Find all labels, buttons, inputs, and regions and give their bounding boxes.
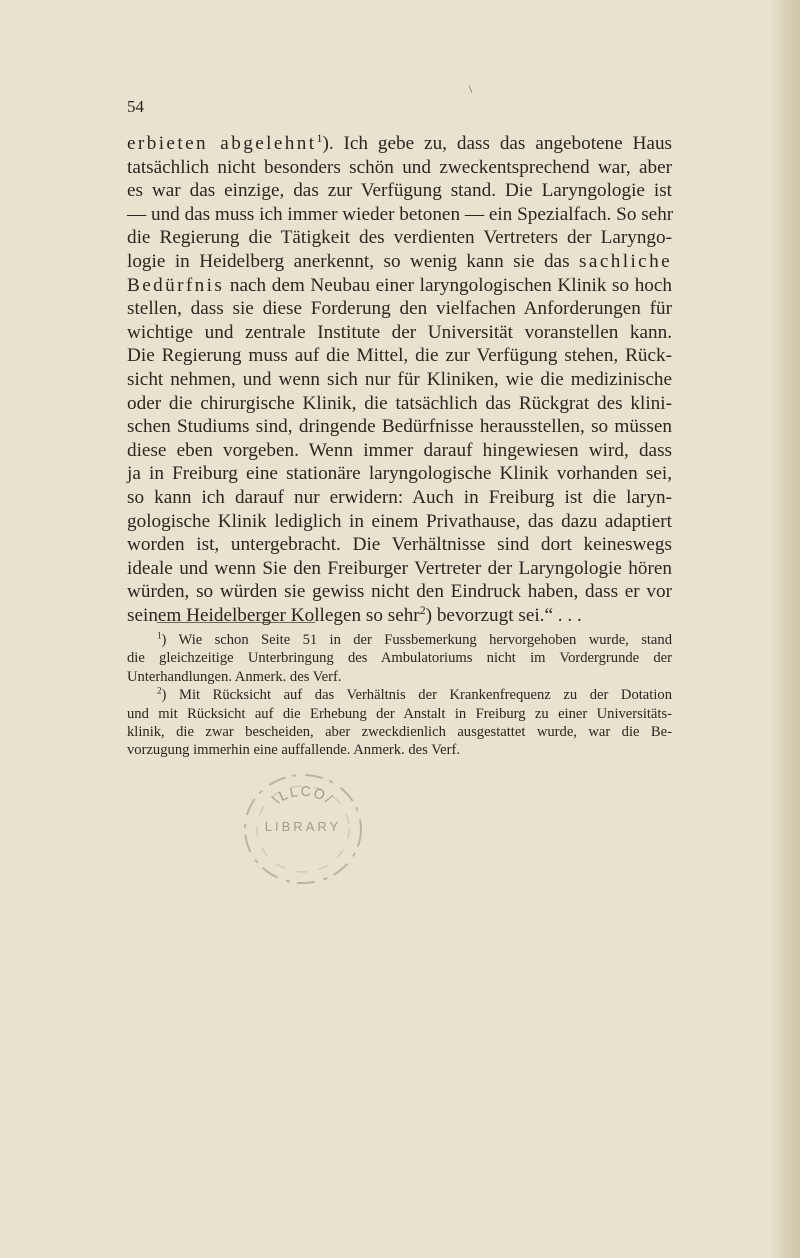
footnote-2: $^2$) Mit Rücksicht auf das Verhältnis der Krankenfrequenz zu der Dotation — [157, 685, 672, 704]
text-line: gologische Klinik lediglich in einem Privathause, das dazu adaptiert — [127, 510, 672, 532]
footnote-line: vorzugung immerhin eine auffallende. Anmerk. des Verf. — [127, 742, 460, 759]
footnote-ref-1: 1 — [316, 130, 323, 145]
text-line: würden, so würden sie gewiss nicht den Eindruck haben, dass er vor — [127, 581, 672, 603]
text-line: so kann ich darauf nur erwidern: Auch in Freiburg ist die laryn- — [127, 486, 672, 508]
footnote-line: klinik, die zwar bescheiden, aber zweckdienlich ausgestattet wurde, war die Be- — [127, 724, 672, 741]
margin-tick-mark: \ — [469, 82, 473, 96]
text-line: tatsächlich nicht besonders schön und zweckentsprechend war, aber — [127, 156, 672, 178]
library-stamp — [239, 770, 367, 888]
text-line: schen Studiums sind, dringende Bedürfnisse herausstellen, so müssen — [127, 416, 672, 438]
text-line: oder die chirurgische Klinik, die tatsächlich das Rückgrat des klini- — [127, 392, 672, 414]
footnote-line: die gleichzeitige Unterbringung des Ambulatoriums nicht im Vordergrunde der — [127, 650, 672, 667]
footnote-1: $^1$) Wie schon Seite 51 in der Fussbemerkung hervorgehoben wurde, stand — [157, 630, 672, 648]
stamp-top-text: \LLCO/ — [269, 782, 337, 808]
stamp-center-text: LIBRARY — [264, 819, 342, 834]
text-line: — und das muss ich immer wieder betonen — ein Spezialfach. So sehr — [127, 203, 674, 225]
footnote-ref-2: 2 — [419, 602, 426, 617]
text-line: ja in Freiburg eine stationäre laryngologische Klinik vorhanden sei, — [127, 463, 672, 485]
text-line: wichtige und zentrale Institute der Universität voranstellen kann. — [127, 321, 672, 343]
text-line: Bedürfnis nach dem Neubau einer laryngologischen Klinik so hoch — [127, 274, 673, 296]
footnote-separator — [157, 622, 315, 623]
page-edge-shadow — [770, 0, 800, 1258]
text-line: stellen, dass sie diese Forderung den vielfachen Anforderungen für — [127, 298, 672, 320]
text-line: die Regierung die Tätigkeit des verdienten Vertreters der Laryngo- — [127, 227, 672, 249]
footnote-line: Unterhandlungen. Anmerk. des Verf. — [127, 668, 342, 685]
svg-text:\LLCO/ — [269, 783, 336, 808]
text-line: Die Regierung muss auf die Mittel, die zur Verfügung stehen, Rück- — [127, 345, 672, 367]
text-line: worden ist, untergebracht. Die Verhältnisse sind dort keineswegs — [127, 534, 672, 556]
footnote-line: und mit Rücksicht auf die Erhebung der Anstalt in Freiburg zu einer Universitäts- — [127, 705, 672, 722]
text-line: sicht nehmen, und wenn sich nur für Kliniken, wie die medizinische — [127, 368, 672, 390]
text-line: seinem Heidelberger Kollegen so sehr$^2$) bevorzugt sei.“ . . . — [127, 602, 582, 626]
text-line: erbieten abgelehnt$^1$). Ich gebe zu, dass das angebotene Haus — [127, 130, 673, 154]
text-line: diese eben vorgeben. Wenn immer darauf hingewiesen wird, dass — [127, 439, 672, 461]
body-text — [127, 132, 672, 627]
page-number: 54 — [127, 97, 144, 116]
text-line: ideale und wenn Sie den Freiburger Vertreter der Laryngologie hören — [127, 557, 672, 579]
text-line: es war das einzige, das zur Verfügung stand. Die Laryngologie ist — [127, 180, 672, 202]
text-line: logie in Heidelberg anerkennt, so wenig kann sie das sachliche — [127, 250, 673, 272]
footnotes — [127, 631, 672, 760]
